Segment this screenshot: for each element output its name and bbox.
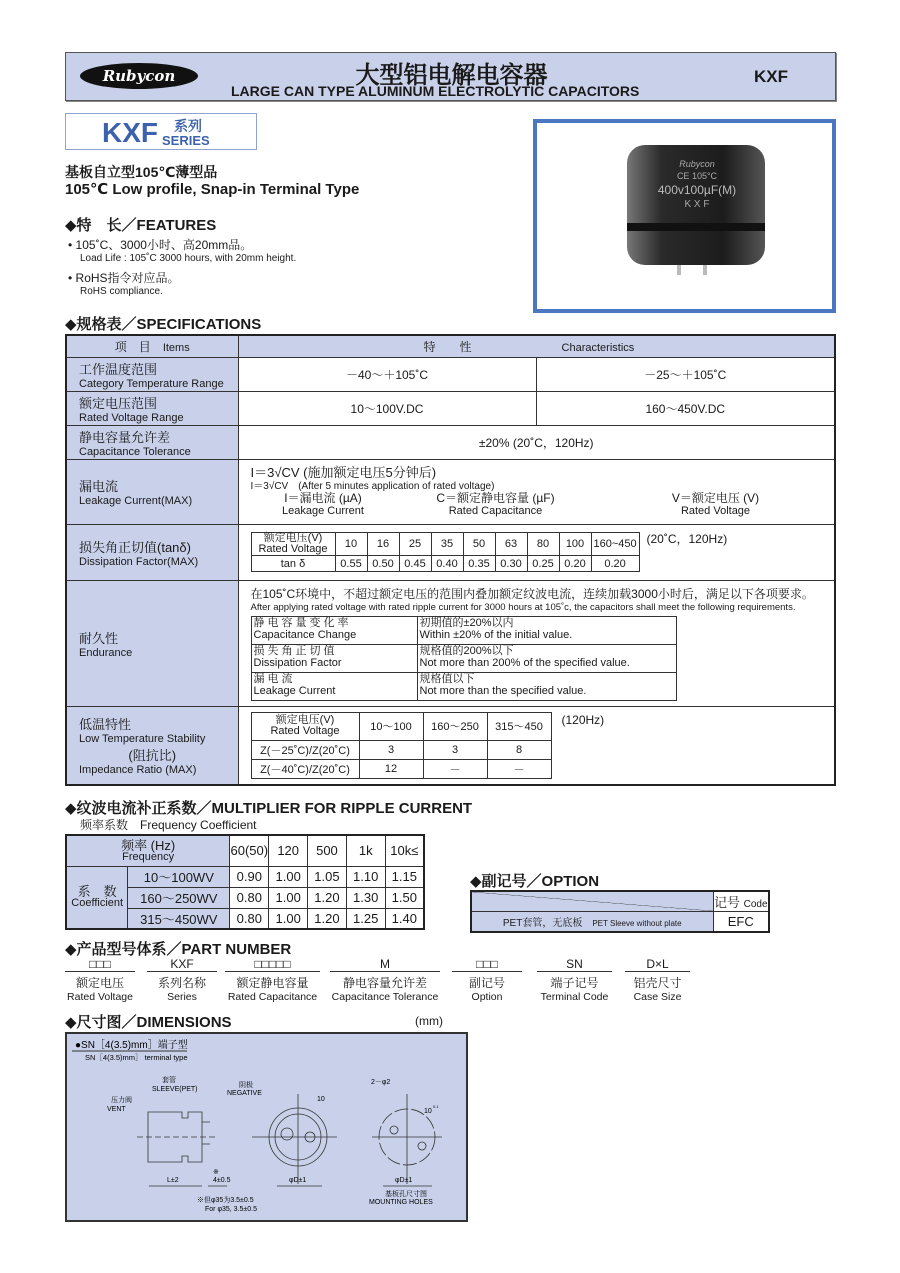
- table-cell: 315～450WV: [128, 908, 230, 929]
- lab-cn: 漏电流: [79, 479, 119, 494]
- option-heading: ◆副记号／OPTION: [470, 873, 600, 890]
- lab-cn: 损失角正切值(tanδ): [79, 539, 191, 555]
- items-header: [66, 335, 238, 357]
- product-photo: [533, 119, 836, 313]
- t: I＝漏电流 (µA): [284, 490, 362, 505]
- part-code: KXF: [147, 957, 217, 972]
- part-code: □□□: [452, 957, 522, 972]
- series-cn: 系列: [174, 118, 202, 134]
- dims-unit: (mm): [415, 1014, 443, 1028]
- label-tolerance: [66, 425, 238, 459]
- t: Not more than the specified value.: [419, 685, 587, 697]
- table-cell: Z(－40˚C)/Z(20˚C): [251, 759, 359, 778]
- subtitle-cn: 基板自立型105℃薄型品: [65, 164, 218, 180]
- pitch-label: 10: [317, 1096, 325, 1103]
- part-item: [225, 957, 320, 1003]
- lab-en: Impedance Ratio (MAX): [79, 764, 197, 777]
- part-cn: 铝壳尺寸: [633, 976, 682, 990]
- lab-cn: (阻抗比): [128, 748, 177, 764]
- leak-c: [396, 492, 596, 517]
- table-cell: 8: [487, 740, 551, 759]
- part-en: Rated Voltage: [67, 991, 133, 1003]
- table-cell: 63: [495, 533, 527, 556]
- df-table: [251, 532, 640, 572]
- df-value: [238, 524, 835, 580]
- t: Capacitance Change: [253, 629, 357, 641]
- t: 额定电压(V): [263, 532, 323, 544]
- diameter-label-2: φD±1: [395, 1177, 413, 1184]
- table-cell: －: [423, 759, 487, 778]
- sleeve-en: SLEEVE(PET): [152, 1086, 198, 1093]
- t: 静电容量变化率: [253, 617, 352, 630]
- features-heading: ◆特 长／FEATURES: [65, 217, 217, 234]
- dimension-svg: [67, 1034, 466, 1220]
- temp-range-2: －25～＋105˚C: [536, 357, 835, 391]
- specs-heading: ◆规格表／SPECIFICATIONS: [65, 316, 262, 333]
- table-cell: 1.05: [308, 866, 347, 887]
- table-cell: 16: [367, 533, 399, 556]
- lab-cn: 低温特性: [79, 717, 132, 733]
- leak-v: [626, 492, 806, 517]
- table-cell: 1.30: [346, 887, 385, 908]
- dimension-drawing: [65, 1032, 468, 1222]
- table-cell: 0.20: [559, 556, 591, 572]
- t: C＝额定静电容量 (µF): [436, 490, 555, 505]
- part-en: Rated Capacitance: [227, 991, 318, 1003]
- df-condition: (20˚C，120Hz): [646, 531, 728, 546]
- ripple-sub: 频率系数 Frequency Coefficient: [80, 818, 257, 832]
- label-df: [66, 524, 238, 580]
- table-cell: 60(50): [230, 835, 269, 866]
- t: 初期值的±20%以内: [419, 617, 514, 630]
- note-mark: ※: [213, 1169, 219, 1176]
- t: PET套管，无底板: [502, 917, 583, 929]
- series-name: KXF: [102, 117, 158, 148]
- t: 额定电压(V): [275, 713, 335, 726]
- tolerance-value: ±20% (20˚C，120Hz): [238, 425, 835, 459]
- rubycon-logo: Rubycon: [80, 63, 198, 89]
- table-cell: 1.50: [385, 887, 424, 908]
- part-item: [625, 957, 690, 1003]
- table-cell: 10～100: [359, 712, 423, 740]
- t: Within ±20% of the initial value.: [419, 629, 573, 641]
- note-en: For φ35, 3.5±0.5: [205, 1206, 257, 1213]
- endurance-row: [251, 644, 676, 672]
- t: Frequency: [122, 850, 175, 863]
- vent-en: VENT: [107, 1106, 126, 1113]
- table-cell: 0.90: [230, 866, 269, 887]
- type-en: SN［4(3.5)mm］ terminal type: [85, 1053, 188, 1062]
- th: 特 性: [423, 339, 472, 354]
- table-cell: 120: [269, 835, 308, 866]
- dims-heading: ◆尺寸图／DIMENSIONS: [65, 1014, 232, 1031]
- page-header: [65, 52, 836, 101]
- label-low-temp: [66, 706, 238, 785]
- table-cell: 12: [359, 759, 423, 778]
- table-cell: 0.80: [230, 887, 269, 908]
- table-cell: 3: [359, 740, 423, 759]
- part-number-row: [65, 957, 705, 1007]
- part-heading: ◆产品型号体系／PART NUMBER: [65, 941, 292, 958]
- t: V＝额定电压 (V): [671, 490, 760, 505]
- table-cell: 0.40: [431, 556, 463, 572]
- table-cell: 0.30: [495, 556, 527, 572]
- lab-en: Capacitance Tolerance: [79, 445, 191, 458]
- part-code: D×L: [625, 957, 690, 972]
- table-cell: 1k: [346, 835, 385, 866]
- table-cell: 0.80: [230, 908, 269, 929]
- part-cn: 额定电压: [75, 976, 124, 990]
- leak-i: [251, 492, 396, 517]
- t: 记号: [713, 895, 740, 910]
- t: Code: [743, 899, 768, 910]
- code-header: [713, 891, 769, 912]
- rv-header: [251, 712, 359, 740]
- part-code: M: [330, 957, 440, 972]
- option-table: [470, 890, 770, 933]
- table-cell: 25: [399, 533, 431, 556]
- part-item: [537, 957, 612, 1003]
- rv-header: [251, 533, 335, 556]
- table-cell: 80: [527, 533, 559, 556]
- lab-cn: 耐久性: [79, 630, 119, 646]
- part-item: [452, 957, 522, 1003]
- table-cell: 1.15: [385, 866, 424, 887]
- th: Items: [162, 341, 190, 354]
- char-header: [238, 335, 835, 357]
- voltage-range-1: 10～100V.DC: [238, 391, 536, 425]
- table-cell: 3: [423, 740, 487, 759]
- part-cn: 副记号: [468, 976, 505, 990]
- part-code: □□□□□: [225, 957, 320, 972]
- lt-condition: (120Hz): [561, 712, 605, 727]
- table-cell: 100: [559, 533, 591, 556]
- table-cell: 0.55: [335, 556, 367, 572]
- photo-line2: 400v100µF(M): [657, 183, 737, 197]
- hole-pitch-tol: 0.1: [433, 1104, 439, 1109]
- table-cell: 0.20: [591, 556, 639, 572]
- table-cell: 1.25: [346, 908, 385, 929]
- label-leakage: [66, 459, 238, 524]
- feature-2-cn: • RoHS指令对应品。: [68, 271, 180, 285]
- table-cell: tan δ: [251, 556, 335, 572]
- table-cell: 1.20: [308, 887, 347, 908]
- lab-en: Low Temperature Stability: [79, 733, 206, 746]
- part-en: Capacitance Tolerance: [331, 991, 439, 1003]
- table-cell: 1.00: [269, 908, 308, 929]
- capacitor-image: [537, 123, 832, 309]
- option-blank: [471, 891, 713, 912]
- t: 漏电流: [253, 673, 296, 686]
- t: Leakage Current: [282, 504, 364, 517]
- table-cell: －: [487, 759, 551, 778]
- th: Characteristics: [561, 341, 635, 354]
- series-en: SERIES: [162, 133, 210, 148]
- table-cell: 1.20: [308, 908, 347, 929]
- part-cn: 系列名称: [157, 976, 206, 990]
- photo-line1: CE 105°C: [676, 171, 718, 181]
- table-cell: 1.10: [346, 866, 385, 887]
- length-label: L±2: [167, 1177, 179, 1184]
- endurance-row: [251, 672, 676, 700]
- subtitle-en: 105℃ Low profile, Snap-in Terminal Type: [65, 181, 360, 198]
- lab-cn: 工作温度范围: [79, 361, 158, 377]
- title-en: LARGE CAN TYPE ALUMINUM ELECTROLYTIC CAPACITORS: [231, 83, 640, 99]
- feature-2-en: RoHS compliance.: [80, 286, 163, 297]
- lab-cn: 额定电压范围: [79, 395, 158, 411]
- endurance-row: [251, 616, 676, 644]
- table-cell: 315～450: [487, 712, 551, 740]
- table-cell: 10k≤: [385, 835, 424, 866]
- label-temp: [66, 357, 238, 391]
- part-cn: 额定静电容量: [236, 976, 309, 990]
- part-code: □□□: [65, 957, 135, 972]
- label-voltage: [66, 391, 238, 425]
- t: Coefficient: [71, 897, 124, 910]
- t: PET Sleeve without plate: [592, 918, 682, 928]
- coef-header: [66, 866, 128, 929]
- part-item: [65, 957, 135, 1003]
- low-temp-table: [251, 712, 552, 779]
- ripple-heading: ◆纹波电流补正系数／MULTIPLIER FOR RIPPLE CURRENT: [65, 800, 473, 817]
- negative-en: NEGATIVE: [227, 1090, 262, 1097]
- table-cell: 160～250: [423, 712, 487, 740]
- lab-cn: 静电容量允许差: [79, 429, 171, 445]
- table-cell: 0.35: [463, 556, 495, 572]
- part-en: Terminal Code: [540, 991, 609, 1003]
- endurance-desc-en: After applying rated voltage with rated ripple current for 3000 hours at 105˚c, the capacitors shall meet the following requirements.: [250, 601, 796, 613]
- table-cell: 160～250WV: [128, 887, 230, 908]
- leak-formula-en: I＝3√CV (After 5 minutes application of rated voltage): [250, 480, 495, 492]
- feature-1-en: Load Life : 105˚C 3000 hours, with 20mm height.: [80, 253, 297, 264]
- title-cn: 大型铝电解电容器: [355, 61, 548, 89]
- table-cell: 10～100WV: [128, 866, 230, 887]
- t: 损失角正切值: [253, 645, 338, 658]
- part-item: [330, 957, 440, 1003]
- mounting-cn: 基板孔尺寸图: [385, 1191, 427, 1198]
- hole-pitch: 10: [424, 1108, 432, 1115]
- ripple-table: [65, 834, 425, 930]
- part-en: Series: [167, 991, 197, 1003]
- th: 项 目: [114, 339, 151, 354]
- lab-en: Endurance: [79, 646, 133, 659]
- low-temp-value: [238, 706, 835, 785]
- table-cell: 0.45: [399, 556, 431, 572]
- freq-header: [66, 835, 230, 866]
- t: Not more than 200% of the specified value.: [419, 657, 630, 669]
- t: Rated Voltage: [270, 725, 340, 738]
- t: Leakage Current: [253, 685, 336, 697]
- table-cell: 10: [335, 533, 367, 556]
- photo-line3: K X F: [684, 199, 710, 210]
- t: Rated Voltage: [258, 543, 328, 555]
- part-item: [147, 957, 217, 1003]
- leak-formula-cn: I＝3√CV (施加额定电压5分钟后): [250, 465, 437, 481]
- leakage-value: [238, 459, 835, 524]
- lab-en: Leakage Current(MAX): [79, 495, 193, 507]
- series-box: [65, 113, 257, 150]
- t: 规格值的200%以下: [419, 645, 514, 658]
- t: Rated Capacitance: [448, 504, 543, 517]
- t: Dissipation Factor: [253, 657, 342, 669]
- photo-brand: Rubycon: [679, 159, 715, 169]
- diameter-label: φD±1: [289, 1177, 307, 1184]
- feature-1-cn: • 105˚C、3000小时、高20mm品。: [68, 238, 253, 252]
- table-cell: Z(－25˚C)/Z(20˚C): [251, 740, 359, 759]
- part-cn: 端子记号: [550, 976, 599, 990]
- mounting-en: MOUNTING HOLES: [369, 1199, 433, 1206]
- feature-text: 105˚C、3000小时、高20mm品。: [75, 238, 253, 252]
- part-cn: 静电容量允许差: [342, 976, 427, 990]
- lab-en: Dissipation Factor(MAX): [79, 555, 199, 568]
- part-en: Option: [471, 991, 503, 1003]
- t: Rated Voltage: [680, 504, 751, 517]
- t: 系 数: [77, 883, 117, 899]
- pin-length: 4±0.5: [213, 1177, 231, 1184]
- vent-cn: 压力阀: [111, 1097, 132, 1104]
- t: 规格值以下: [419, 673, 475, 686]
- label-endurance: [66, 580, 238, 706]
- t: 频率 (Hz): [121, 837, 176, 853]
- table-cell: 1.00: [269, 887, 308, 908]
- holes-label: 2－φ2: [371, 1079, 391, 1086]
- part-code: SN: [537, 957, 612, 972]
- endurance-desc-cn: 在105˚C环境中，不超过额定电压的范围内叠加额定纹波电流，连续加载3000小时后，满足以下各项要求。: [250, 586, 814, 601]
- option-code: EFC: [713, 912, 769, 932]
- table-cell: 0.25: [527, 556, 559, 572]
- note-cn: ※但φ35为3.5±0.5: [197, 1197, 254, 1204]
- option-desc: [471, 912, 713, 932]
- table-cell: 0.50: [367, 556, 399, 572]
- part-en: Case Size: [633, 991, 682, 1003]
- type-cn: ●SN［4(3.5)mm］端子型: [75, 1040, 188, 1051]
- endurance-value: [238, 580, 835, 706]
- table-cell: 1.40: [385, 908, 424, 929]
- endurance-table: [251, 616, 677, 701]
- lab-en: Rated Voltage Range: [79, 411, 184, 424]
- table-cell: 500: [308, 835, 347, 866]
- table-cell: 1.00: [269, 866, 308, 887]
- sleeve-cn: 套管: [162, 1077, 176, 1084]
- negative-cn: 阴极: [239, 1082, 253, 1089]
- temp-range-1: －40～＋105˚C: [238, 357, 536, 391]
- table-cell: 160~450: [591, 533, 639, 556]
- series-code: KXF: [754, 67, 788, 86]
- feature-text: RoHS指令对应品。: [75, 271, 180, 285]
- table-cell: 50: [463, 533, 495, 556]
- specifications-table: [65, 334, 836, 786]
- lab-en: Category Temperature Range: [79, 377, 224, 390]
- voltage-range-2: 160～450V.DC: [536, 391, 835, 425]
- table-cell: 35: [431, 533, 463, 556]
